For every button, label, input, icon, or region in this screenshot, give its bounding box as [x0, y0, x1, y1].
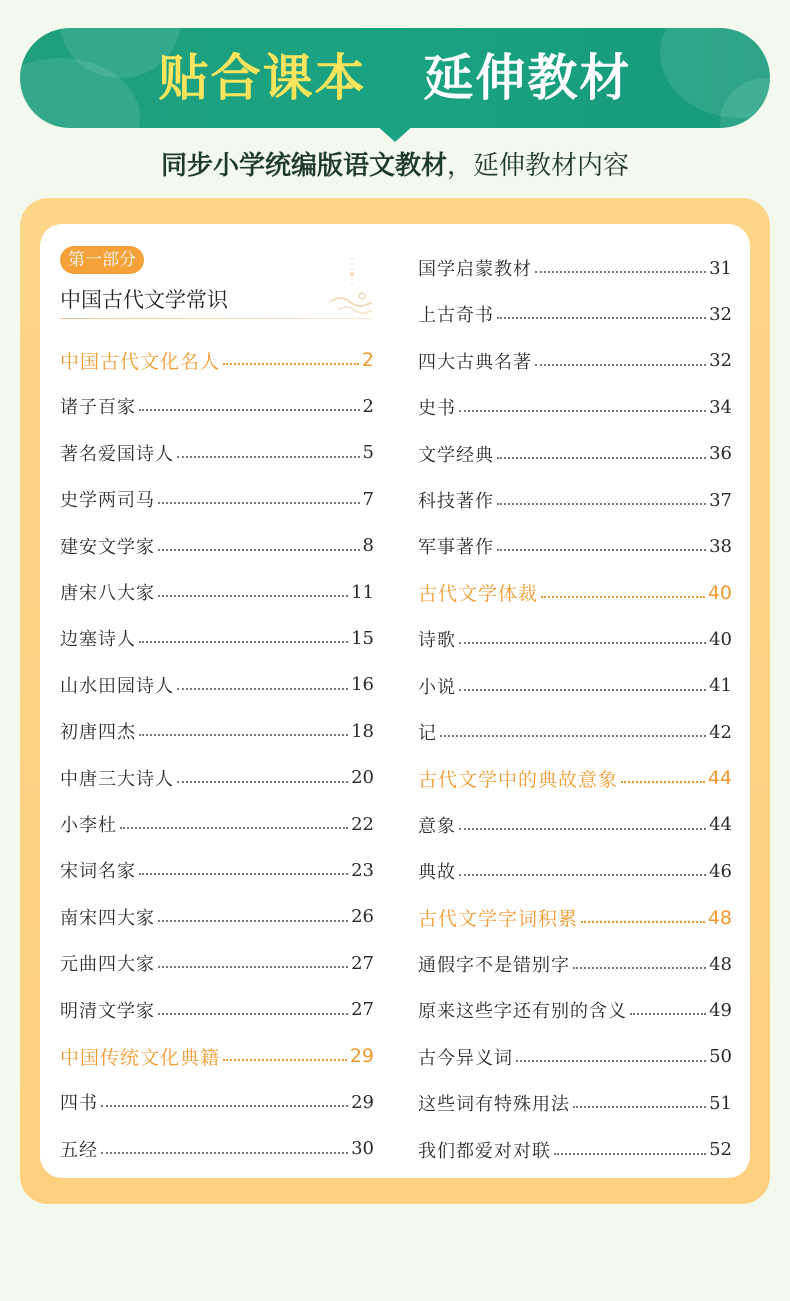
toc-page-number: 32 [709, 350, 732, 372]
toc-entry-row [418, 531, 732, 561]
toc-page-number: 30 [351, 1138, 374, 1160]
toc-entry-row [60, 670, 374, 700]
toc-entry-row [418, 392, 732, 422]
toc-entry-title: 中国古代文化名人 [60, 350, 221, 373]
toc-leader-dots [497, 317, 706, 319]
toc-entry-title: 史学两司马 [60, 490, 155, 512]
toc-entry-row [418, 717, 732, 747]
toc-page-number: 16 [351, 674, 374, 696]
toc-page-number: 27 [351, 999, 374, 1021]
toc-leader-dots [158, 966, 348, 968]
toc-leader-dots [139, 873, 348, 875]
toc-entry-title: 通假字不是错别字 [418, 955, 570, 976]
toc-entry-title: 山水田园诗人 [60, 675, 174, 697]
cloud-ornament-icon [320, 258, 380, 322]
toc-entry-title: 著名爱国诗人 [60, 443, 174, 465]
toc-entry-row [418, 810, 732, 840]
toc-entry-title: 初唐四杰 [60, 722, 136, 744]
toc-entry-title: 诸子百家 [60, 397, 136, 419]
toc-entry-row [418, 624, 732, 654]
toc-entry-row [418, 1042, 732, 1072]
toc-leader-dots [440, 735, 706, 737]
toc-entry-row [60, 995, 374, 1025]
toc-entry-title: 文学经典 [418, 444, 494, 466]
toc-page-number: 52 [709, 1139, 732, 1161]
toc-entry-title: 中唐三大诗人 [60, 768, 174, 790]
toc-entry-title: 建安文学家 [60, 536, 155, 558]
toc-page-number: 44 [709, 814, 732, 836]
toc-leader-dots [573, 1106, 706, 1108]
toc-leader-dots [120, 827, 348, 829]
subtitle-bold: 同步小学统编版语文教材 [160, 151, 447, 181]
toc-entry-title: 这些词有特殊用法 [418, 1094, 570, 1116]
toc-page-number: 31 [709, 257, 732, 279]
toc-page-number: 27 [351, 952, 374, 974]
toc-page-number: 23 [351, 859, 374, 881]
toc-entry-title: 古代文学字词积累 [418, 908, 579, 931]
toc-leader-dots [158, 1013, 348, 1015]
toc-leader-dots [621, 781, 705, 783]
toc-entry-row [60, 763, 374, 793]
toc-page-number: 32 [709, 303, 732, 325]
toc-leader-dots [459, 410, 706, 412]
toc-leader-dots [497, 457, 706, 459]
toc-entry-title: 五经 [60, 1139, 98, 1161]
toc-page-number: 48 [707, 906, 732, 929]
toc-page-number: 40 [709, 628, 732, 650]
toc-entry-title: 明清文学家 [60, 1000, 155, 1022]
toc-entry-row [418, 671, 732, 701]
toc-leader-dots [158, 595, 348, 597]
toc-page-number: 7 [362, 488, 374, 510]
banner-title-part2: 延伸教材 [423, 49, 632, 107]
toc-entry-title: 四书 [60, 1093, 98, 1115]
toc-page-number: 34 [709, 396, 732, 418]
toc-entry-title: 诗歌 [418, 630, 456, 652]
toc-entry-row [418, 995, 732, 1025]
toc-leader-dots [573, 967, 706, 969]
toc-entry-row [60, 716, 374, 746]
toc-entry-row [418, 949, 732, 979]
toc-entry-title: 唐宋八大家 [60, 583, 155, 604]
toc-page-number: 50 [709, 1046, 732, 1068]
toc-entry-row [418, 346, 732, 376]
toc-page-number: 36 [709, 443, 732, 465]
toc-entry-title: 史书 [418, 398, 456, 420]
toc-page-number: 5 [362, 442, 374, 464]
toc-entry-row [60, 531, 374, 561]
toc-leader-dots [535, 364, 706, 366]
toc-leader-dots [158, 502, 360, 504]
toc-entry-row [60, 902, 374, 932]
toc-page-number: 38 [709, 535, 732, 557]
toc-page-number: 8 [362, 535, 374, 557]
toc-leader-dots [630, 1013, 706, 1015]
toc-page-number: 40 [707, 581, 732, 604]
toc-entry-row [60, 1087, 374, 1117]
toc-entry-row [60, 809, 374, 839]
toc-entry-title: 古今异义词 [418, 1047, 513, 1069]
part-badge: 第一部分 [60, 246, 144, 274]
banner-title [20, 46, 770, 110]
toc-leader-dots [459, 874, 706, 876]
toc-leader-dots [497, 503, 706, 505]
toc-entry-title: 我们都爱对对联 [418, 1140, 551, 1162]
toc-entry-row [418, 253, 732, 283]
toc-page-number: 26 [351, 906, 374, 928]
toc-entry-row [60, 855, 374, 885]
toc-leader-dots [139, 734, 348, 736]
toc-page-number: 22 [351, 813, 374, 835]
toc-page-number: 20 [351, 767, 374, 789]
toc-leader-dots [581, 921, 705, 923]
toc-leader-dots [177, 688, 348, 690]
toc-page-number: 15 [351, 627, 374, 649]
toc-page-number: 48 [709, 953, 732, 975]
toc-entry-row [60, 391, 374, 421]
toc-leader-dots [139, 641, 348, 643]
toc-leader-dots [223, 1059, 347, 1061]
toc-entry-title: 四大古典名著 [418, 351, 532, 373]
toc-page-number: 29 [351, 1091, 374, 1113]
toc-entry-title: 典故 [418, 862, 456, 884]
toc-entry-row [418, 1088, 732, 1118]
toc-section-row [60, 1041, 374, 1071]
toc-entry-row [60, 484, 374, 514]
toc-entry-title: 记 [418, 723, 437, 744]
toc-leader-dots [459, 689, 706, 691]
toc-entry-title: 科技著作 [418, 491, 494, 512]
banner-pointer [375, 124, 415, 142]
toc-page-number: 41 [709, 675, 732, 697]
toc-page-number: 37 [709, 489, 732, 511]
toc-page-number: 29 [349, 1045, 374, 1067]
toc-entry-row [418, 1135, 732, 1165]
toc-leader-dots [459, 828, 706, 830]
toc-leader-dots [158, 549, 360, 551]
toc-page-number: 2 [362, 395, 374, 417]
toc-entry-row [418, 856, 732, 886]
toc-entry-title: 意象 [418, 815, 456, 837]
toc-entry-title: 古代文学中的典故意象 [418, 768, 619, 791]
toc-page-number: 2 [361, 349, 374, 371]
toc-entry-row [418, 485, 732, 515]
toc-leader-dots [158, 920, 348, 922]
toc-entry-title: 上古奇书 [418, 305, 494, 327]
toc-page-number: 51 [709, 1092, 732, 1114]
toc-entry-row [60, 948, 374, 978]
toc-page-number: 18 [351, 720, 374, 742]
toc-entry-title: 军事著作 [418, 537, 494, 559]
toc-entry-title: 小李杜 [60, 815, 117, 836]
toc-leader-dots [101, 1105, 348, 1107]
toc-leader-dots [516, 1060, 706, 1062]
toc-entry-row [60, 577, 374, 607]
toc-page-number: 46 [709, 860, 732, 882]
toc-entry-row [418, 439, 732, 469]
toc-entry-row [418, 299, 732, 329]
toc-leader-dots [101, 1152, 348, 1154]
toc-section-row [60, 345, 374, 375]
toc-page-number: 42 [709, 721, 732, 743]
toc-entry-title: 小说 [418, 676, 456, 698]
toc-entry-title: 元曲四大家 [60, 954, 155, 976]
toc-page-number: 11 [351, 581, 374, 603]
toc-leader-dots [541, 596, 705, 598]
toc-leader-dots [554, 1153, 706, 1155]
subtitle-rest: ，延伸教材内容 [447, 151, 630, 181]
toc-section-row [418, 763, 732, 793]
toc-entry-title: 宋词名家 [60, 861, 136, 883]
toc-leader-dots [139, 409, 360, 411]
toc-leader-dots [535, 271, 706, 273]
toc-section-row [418, 903, 732, 933]
toc-leader-dots [223, 363, 359, 365]
toc-leader-dots [459, 642, 706, 644]
banner-title-part1: 贴合课本 [158, 49, 367, 107]
part-title: 中国古代文学常识 [60, 288, 228, 312]
toc-entry-row [60, 438, 374, 468]
toc-leader-dots [497, 549, 706, 551]
toc-entry-title: 边塞诗人 [60, 629, 136, 651]
toc-leader-dots [177, 781, 348, 783]
toc-entry-title: 古代文学体裁 [418, 583, 539, 606]
toc-entry-title: 原来这些字还有别的含义 [418, 1001, 627, 1023]
toc-entry-title: 南宋四大家 [60, 907, 155, 929]
toc-entry-title: 中国传统文化典籍 [60, 1046, 221, 1069]
header-banner [20, 28, 770, 128]
toc-entry-row [60, 623, 374, 653]
subtitle [0, 148, 790, 184]
toc-page-number: 44 [707, 767, 732, 790]
toc-section-row [418, 578, 732, 608]
toc-leader-dots [177, 456, 360, 458]
toc-page-number: 49 [709, 999, 732, 1021]
toc-entry-title: 国学启蒙教材 [418, 259, 532, 280]
toc-entry-row [60, 1134, 374, 1164]
